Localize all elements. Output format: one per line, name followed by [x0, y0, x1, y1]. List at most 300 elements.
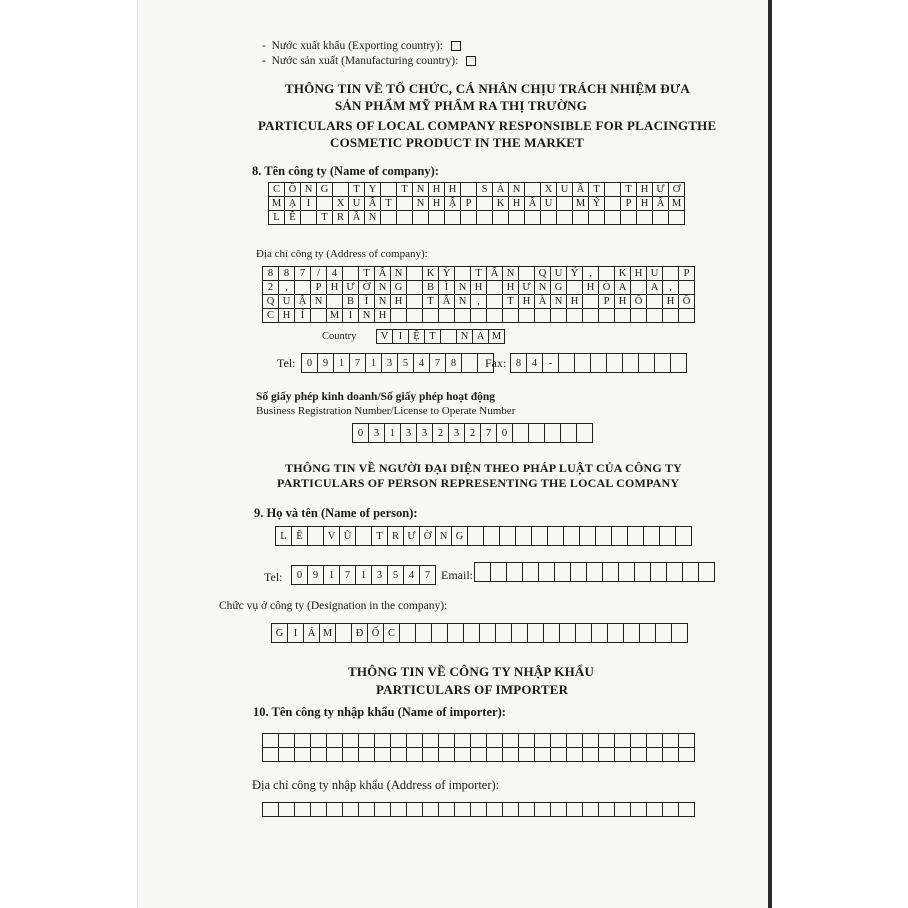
form-cell	[663, 308, 679, 323]
form-cell	[592, 623, 608, 643]
form-cell: Ư	[404, 526, 420, 546]
form-cell	[336, 623, 352, 643]
form-cell: C	[263, 308, 279, 323]
form-cell: S	[477, 182, 493, 197]
form-cell	[656, 623, 672, 643]
form-cell: N	[455, 294, 471, 309]
importer-name-grid[interactable]	[262, 733, 695, 762]
form-cell	[279, 802, 295, 817]
form-cell: H	[327, 280, 343, 295]
form-cell	[356, 526, 372, 546]
form-cell: 4	[327, 266, 343, 281]
form-cell	[532, 526, 548, 546]
form-cell	[423, 308, 439, 323]
local-section-title-vi-2: SẢN PHẨM MỸ PHẨM RA THỊ TRƯỜNG	[335, 98, 588, 113]
form-cell	[679, 747, 695, 762]
form-cell: T	[503, 294, 519, 309]
form-cell	[343, 266, 359, 281]
form-cell	[575, 353, 591, 373]
form-cell	[496, 623, 512, 643]
form-cell	[461, 210, 477, 225]
form-cell	[471, 733, 487, 748]
form-cell: 7	[350, 353, 366, 373]
form-cell	[635, 562, 651, 582]
form-cell: Ả	[493, 182, 509, 197]
form-cell	[455, 266, 471, 281]
form-cell	[441, 329, 457, 344]
form-cell: A	[473, 329, 489, 344]
form-cell: B	[423, 280, 439, 295]
form-cell	[559, 353, 575, 373]
form-cell	[647, 733, 663, 748]
form-cell	[509, 210, 525, 225]
form-cell: -	[543, 353, 559, 373]
form-cell: 8	[263, 266, 279, 281]
form-cell: U	[557, 182, 573, 197]
form-cell	[263, 802, 279, 817]
form-row[interactable]	[268, 210, 685, 225]
form-cell: H	[583, 280, 599, 295]
form-cell	[523, 562, 539, 582]
form-cell: H	[637, 196, 653, 211]
person-tel-field[interactable]	[291, 565, 436, 585]
form-cell: N	[391, 266, 407, 281]
designation-field[interactable]	[271, 623, 688, 643]
form-cell: ,	[279, 280, 295, 295]
form-cell: R	[388, 526, 404, 546]
form-cell: 5	[398, 353, 414, 373]
form-cell: X	[541, 182, 557, 197]
form-cell	[535, 308, 551, 323]
form-cell: T	[359, 266, 375, 281]
form-row[interactable]	[268, 182, 685, 197]
form-cell: H	[429, 182, 445, 197]
form-cell: P	[461, 196, 477, 211]
form-cell	[545, 423, 561, 443]
company-address-label: Địa chỉ công ty (Address of company):	[256, 248, 428, 260]
importer-address-label: Địa chỉ công ty nhập khẩu (Address of importer):	[252, 778, 500, 792]
form-cell	[461, 182, 477, 197]
form-cell: H	[637, 182, 653, 197]
form-cell	[308, 526, 324, 546]
form-cell: Ố	[368, 623, 384, 643]
form-cell	[580, 526, 596, 546]
form-cell	[583, 294, 599, 309]
form-cell: P	[679, 266, 695, 281]
form-cell: Ỹ	[589, 196, 605, 211]
form-cell: T	[349, 182, 365, 197]
form-cell: N	[503, 266, 519, 281]
form-cell: H	[615, 294, 631, 309]
form-cell: ,	[471, 294, 487, 309]
form-cell: N	[551, 294, 567, 309]
local-section-title-vi-1: THÔNG TIN VỀ TỔ CHỨC, CÁ NHÂN CHỊU TRÁCH NHIỆM ĐƯA	[285, 81, 690, 96]
form-cell: Ạ	[285, 196, 301, 211]
form-cell	[263, 747, 279, 762]
form-cell	[541, 210, 557, 225]
person-tel-label: Tel:	[264, 570, 283, 584]
form-cell: H	[519, 294, 535, 309]
form-cell: N	[375, 280, 391, 295]
form-cell: U	[279, 294, 295, 309]
form-cell	[477, 196, 493, 211]
form-cell: 8	[279, 266, 295, 281]
form-row[interactable]	[262, 308, 695, 323]
form-cell: N	[457, 329, 473, 344]
form-cell	[487, 308, 503, 323]
form-cell	[567, 802, 583, 817]
form-cell	[439, 308, 455, 323]
form-cell	[615, 308, 631, 323]
form-cell: U	[541, 196, 557, 211]
form-cell	[623, 353, 639, 373]
form-cell	[564, 526, 580, 546]
form-cell: T	[589, 182, 605, 197]
form-cell: Y	[365, 182, 381, 197]
form-cell	[591, 353, 607, 373]
form-cell	[491, 562, 507, 582]
designation-label: Chức vụ ở công ty (Designation in the company):	[219, 600, 448, 612]
form-cell	[535, 747, 551, 762]
form-cell	[500, 526, 516, 546]
form-cell: T	[372, 526, 388, 546]
form-cell: Q	[535, 266, 551, 281]
form-cell	[400, 623, 416, 643]
form-cell: N	[375, 294, 391, 309]
form-cell	[445, 210, 461, 225]
form-cell	[615, 747, 631, 762]
form-cell	[631, 280, 647, 295]
form-cell	[455, 733, 471, 748]
form-cell: 9	[318, 353, 334, 373]
form-cell: T	[621, 182, 637, 197]
form-cell	[381, 210, 397, 225]
form-cell: 1	[334, 353, 350, 373]
form-cell	[327, 802, 343, 817]
form-cell	[663, 266, 679, 281]
form-cell: 3	[369, 423, 385, 443]
form-cell	[407, 294, 423, 309]
form-cell	[679, 733, 695, 748]
form-cell: Ệ	[409, 329, 425, 344]
form-cell	[551, 733, 567, 748]
form-cell: G	[272, 623, 288, 643]
form-cell	[423, 802, 439, 817]
form-row[interactable]	[262, 266, 695, 281]
form-cell	[676, 526, 692, 546]
form-cell	[589, 210, 605, 225]
form-cell	[551, 747, 567, 762]
company-name-label: 8. Tên công ty (Name of company):	[252, 164, 439, 178]
form-cell: N	[413, 182, 429, 197]
form-cell	[462, 353, 478, 373]
form-cell	[573, 210, 589, 225]
form-cell: 2	[465, 423, 481, 443]
form-cell	[471, 308, 487, 323]
form-cell	[439, 802, 455, 817]
form-cell: N	[509, 182, 525, 197]
country-field[interactable]	[376, 329, 505, 344]
form-cell	[519, 802, 535, 817]
company-fax-label: Fax:	[485, 356, 507, 370]
form-cell	[301, 210, 317, 225]
form-cell: R	[333, 210, 349, 225]
form-cell	[503, 802, 519, 817]
form-cell: Ầ	[349, 210, 365, 225]
form-cell	[651, 562, 667, 582]
company-name-grid[interactable]	[268, 182, 685, 225]
form-cell	[487, 280, 503, 295]
manufacturing-country-line: - Nước sản xuất (Manufacturing country):	[262, 55, 476, 67]
form-cell	[631, 733, 647, 748]
form-cell: Í	[295, 308, 311, 323]
form-cell	[391, 802, 407, 817]
form-cell	[608, 623, 624, 643]
registration-label-vi: Số giấy phép kinh doanh/Số giấy phép hoạt động	[256, 391, 496, 403]
form-cell	[615, 802, 631, 817]
form-cell	[416, 623, 432, 643]
person-email-field[interactable]	[474, 562, 715, 582]
form-row[interactable]	[262, 733, 695, 748]
form-cell: I	[301, 196, 317, 211]
form-cell	[477, 210, 493, 225]
form-cell: M	[573, 196, 589, 211]
form-cell	[599, 747, 615, 762]
company-tel-field[interactable]	[301, 353, 494, 373]
form-cell: M	[320, 623, 336, 643]
form-cell: 5	[388, 565, 404, 585]
form-cell: N	[455, 280, 471, 295]
form-cell: Â	[487, 266, 503, 281]
form-cell	[577, 423, 593, 443]
form-cell	[596, 526, 612, 546]
form-row[interactable]	[262, 280, 695, 295]
form-cell: Á	[304, 623, 320, 643]
form-cell	[679, 802, 695, 817]
form-cell	[557, 210, 573, 225]
form-cell: Ấ	[365, 196, 381, 211]
form-cell	[567, 308, 583, 323]
form-cell	[333, 182, 349, 197]
form-cell	[295, 802, 311, 817]
form-cell	[567, 747, 583, 762]
form-cell	[391, 733, 407, 748]
form-cell	[295, 747, 311, 762]
person-section-title-vi: THÔNG TIN VỀ NGƯỜI ĐẠI DIỆN THEO PHÁP LUẬT CỦA CÔNG TY	[285, 461, 682, 475]
form-cell	[653, 210, 669, 225]
form-cell	[391, 308, 407, 323]
form-cell: A	[615, 280, 631, 295]
form-cell	[439, 733, 455, 748]
form-cell: Ậ	[445, 196, 461, 211]
form-cell	[605, 182, 621, 197]
form-cell: V	[324, 526, 340, 546]
form-cell	[471, 747, 487, 762]
form-cell	[637, 210, 653, 225]
form-cell	[603, 562, 619, 582]
form-cell: Ò	[599, 280, 615, 295]
form-cell: N	[365, 210, 381, 225]
form-cell: 4	[414, 353, 430, 373]
form-cell	[576, 623, 592, 643]
form-cell	[599, 802, 615, 817]
form-cell	[587, 562, 603, 582]
importer-address-field[interactable]	[262, 802, 695, 817]
form-cell: U	[551, 266, 567, 281]
form-cell	[343, 747, 359, 762]
form-cell: M	[269, 196, 285, 211]
form-cell: Ì	[439, 280, 455, 295]
person-email-label: Email:	[441, 568, 473, 582]
form-cell	[683, 562, 699, 582]
form-cell: Ũ	[340, 526, 356, 546]
form-cell: L	[269, 210, 285, 225]
form-cell: P	[311, 280, 327, 295]
form-cell: H	[567, 294, 583, 309]
importer-section-title-vi: THÔNG TIN VỀ CÔNG TY NHẬP KHẨU	[348, 664, 595, 679]
form-cell	[639, 353, 655, 373]
form-cell: V	[377, 329, 393, 344]
form-cell: H	[391, 294, 407, 309]
form-cell: Ờ	[420, 526, 436, 546]
form-cell	[455, 802, 471, 817]
exporting-country-line: - Nước xuất khẩu (Exporting country):	[262, 40, 461, 52]
form-cell: C	[384, 623, 400, 643]
form-cell	[528, 623, 544, 643]
form-cell	[327, 294, 343, 309]
form-cell	[699, 562, 715, 582]
exporting-country-label: Nước xuất khẩu (Exporting country):	[271, 40, 443, 52]
form-cell	[605, 196, 621, 211]
form-cell	[599, 308, 615, 323]
form-cell: H	[663, 294, 679, 309]
form-cell	[359, 802, 375, 817]
person-name-field[interactable]	[275, 526, 692, 546]
form-cell: N	[311, 294, 327, 309]
form-cell: N	[301, 182, 317, 197]
form-cell	[311, 747, 327, 762]
manufacturing-country-checkbox[interactable]	[466, 56, 476, 66]
exporting-country-checkbox[interactable]	[451, 41, 461, 51]
form-cell	[535, 733, 551, 748]
form-cell	[544, 623, 560, 643]
form-cell	[503, 747, 519, 762]
form-cell: U	[349, 196, 365, 211]
form-cell	[512, 623, 528, 643]
form-row[interactable]	[268, 196, 685, 211]
form-cell	[599, 733, 615, 748]
form-cell: ,	[663, 280, 679, 295]
form-cell: Ậ	[295, 294, 311, 309]
form-cell	[279, 733, 295, 748]
form-cell	[327, 733, 343, 748]
form-cell: 9	[308, 565, 324, 585]
form-cell: T	[397, 182, 413, 197]
form-cell	[535, 802, 551, 817]
form-cell	[663, 733, 679, 748]
form-cell	[631, 308, 647, 323]
form-cell	[607, 353, 623, 373]
form-cell	[507, 562, 523, 582]
form-cell: À	[535, 294, 551, 309]
form-cell: 4	[527, 353, 543, 373]
form-cell: G	[317, 182, 333, 197]
form-cell: H	[375, 308, 391, 323]
form-cell	[560, 623, 576, 643]
form-cell	[391, 747, 407, 762]
form-cell: Ơ	[669, 182, 685, 197]
form-cell	[439, 747, 455, 762]
form-cell: K	[423, 266, 439, 281]
form-cell: 1	[366, 353, 382, 373]
form-cell	[551, 308, 567, 323]
registration-number-field[interactable]	[352, 423, 593, 443]
form-cell: 3	[401, 423, 417, 443]
form-cell: H	[503, 280, 519, 295]
form-cell	[343, 802, 359, 817]
form-cell: 3	[449, 423, 465, 443]
form-cell: 7	[430, 353, 446, 373]
form-cell: I	[393, 329, 409, 344]
form-cell: Ẩ	[653, 196, 669, 211]
form-cell: Ư	[343, 280, 359, 295]
form-cell: Ì	[359, 294, 375, 309]
form-cell: Â	[375, 266, 391, 281]
form-cell	[679, 308, 695, 323]
form-cell: Â	[439, 294, 455, 309]
form-cell	[343, 733, 359, 748]
form-row[interactable]	[262, 294, 695, 309]
form-cell: Ư	[519, 280, 535, 295]
form-cell	[539, 562, 555, 582]
form-cell: 3	[417, 423, 433, 443]
form-cell	[327, 747, 343, 762]
form-row[interactable]	[262, 747, 695, 762]
form-cell: Ấ	[573, 182, 589, 197]
form-cell: H	[471, 280, 487, 295]
form-cell	[413, 210, 429, 225]
form-cell	[519, 266, 535, 281]
form-cell	[660, 526, 676, 546]
form-cell: Ẩ	[525, 196, 541, 211]
form-cell: T	[471, 266, 487, 281]
form-cell	[464, 623, 480, 643]
form-cell	[621, 210, 637, 225]
form-cell: Ý	[567, 266, 583, 281]
company-address-grid[interactable]	[262, 266, 695, 323]
form-cell	[471, 802, 487, 817]
form-cell: U	[647, 266, 663, 281]
form-cell: 3	[372, 565, 388, 585]
form-cell	[359, 747, 375, 762]
form-cell: P	[599, 294, 615, 309]
form-cell	[487, 747, 503, 762]
form-cell: 0	[353, 423, 369, 443]
form-cell: ,	[583, 266, 599, 281]
form-cell: C	[269, 182, 285, 197]
form-cell	[375, 747, 391, 762]
form-cell: /	[311, 266, 327, 281]
manufacturing-country-label: Nước sản xuất (Manufacturing country):	[271, 55, 459, 67]
form-cell	[311, 733, 327, 748]
form-cell: G	[452, 526, 468, 546]
form-cell: B	[343, 294, 359, 309]
company-fax-field[interactable]	[510, 353, 687, 373]
form-cell	[468, 526, 484, 546]
page-edge	[768, 0, 772, 908]
form-cell: 4	[404, 565, 420, 585]
form-cell: M	[327, 308, 343, 323]
